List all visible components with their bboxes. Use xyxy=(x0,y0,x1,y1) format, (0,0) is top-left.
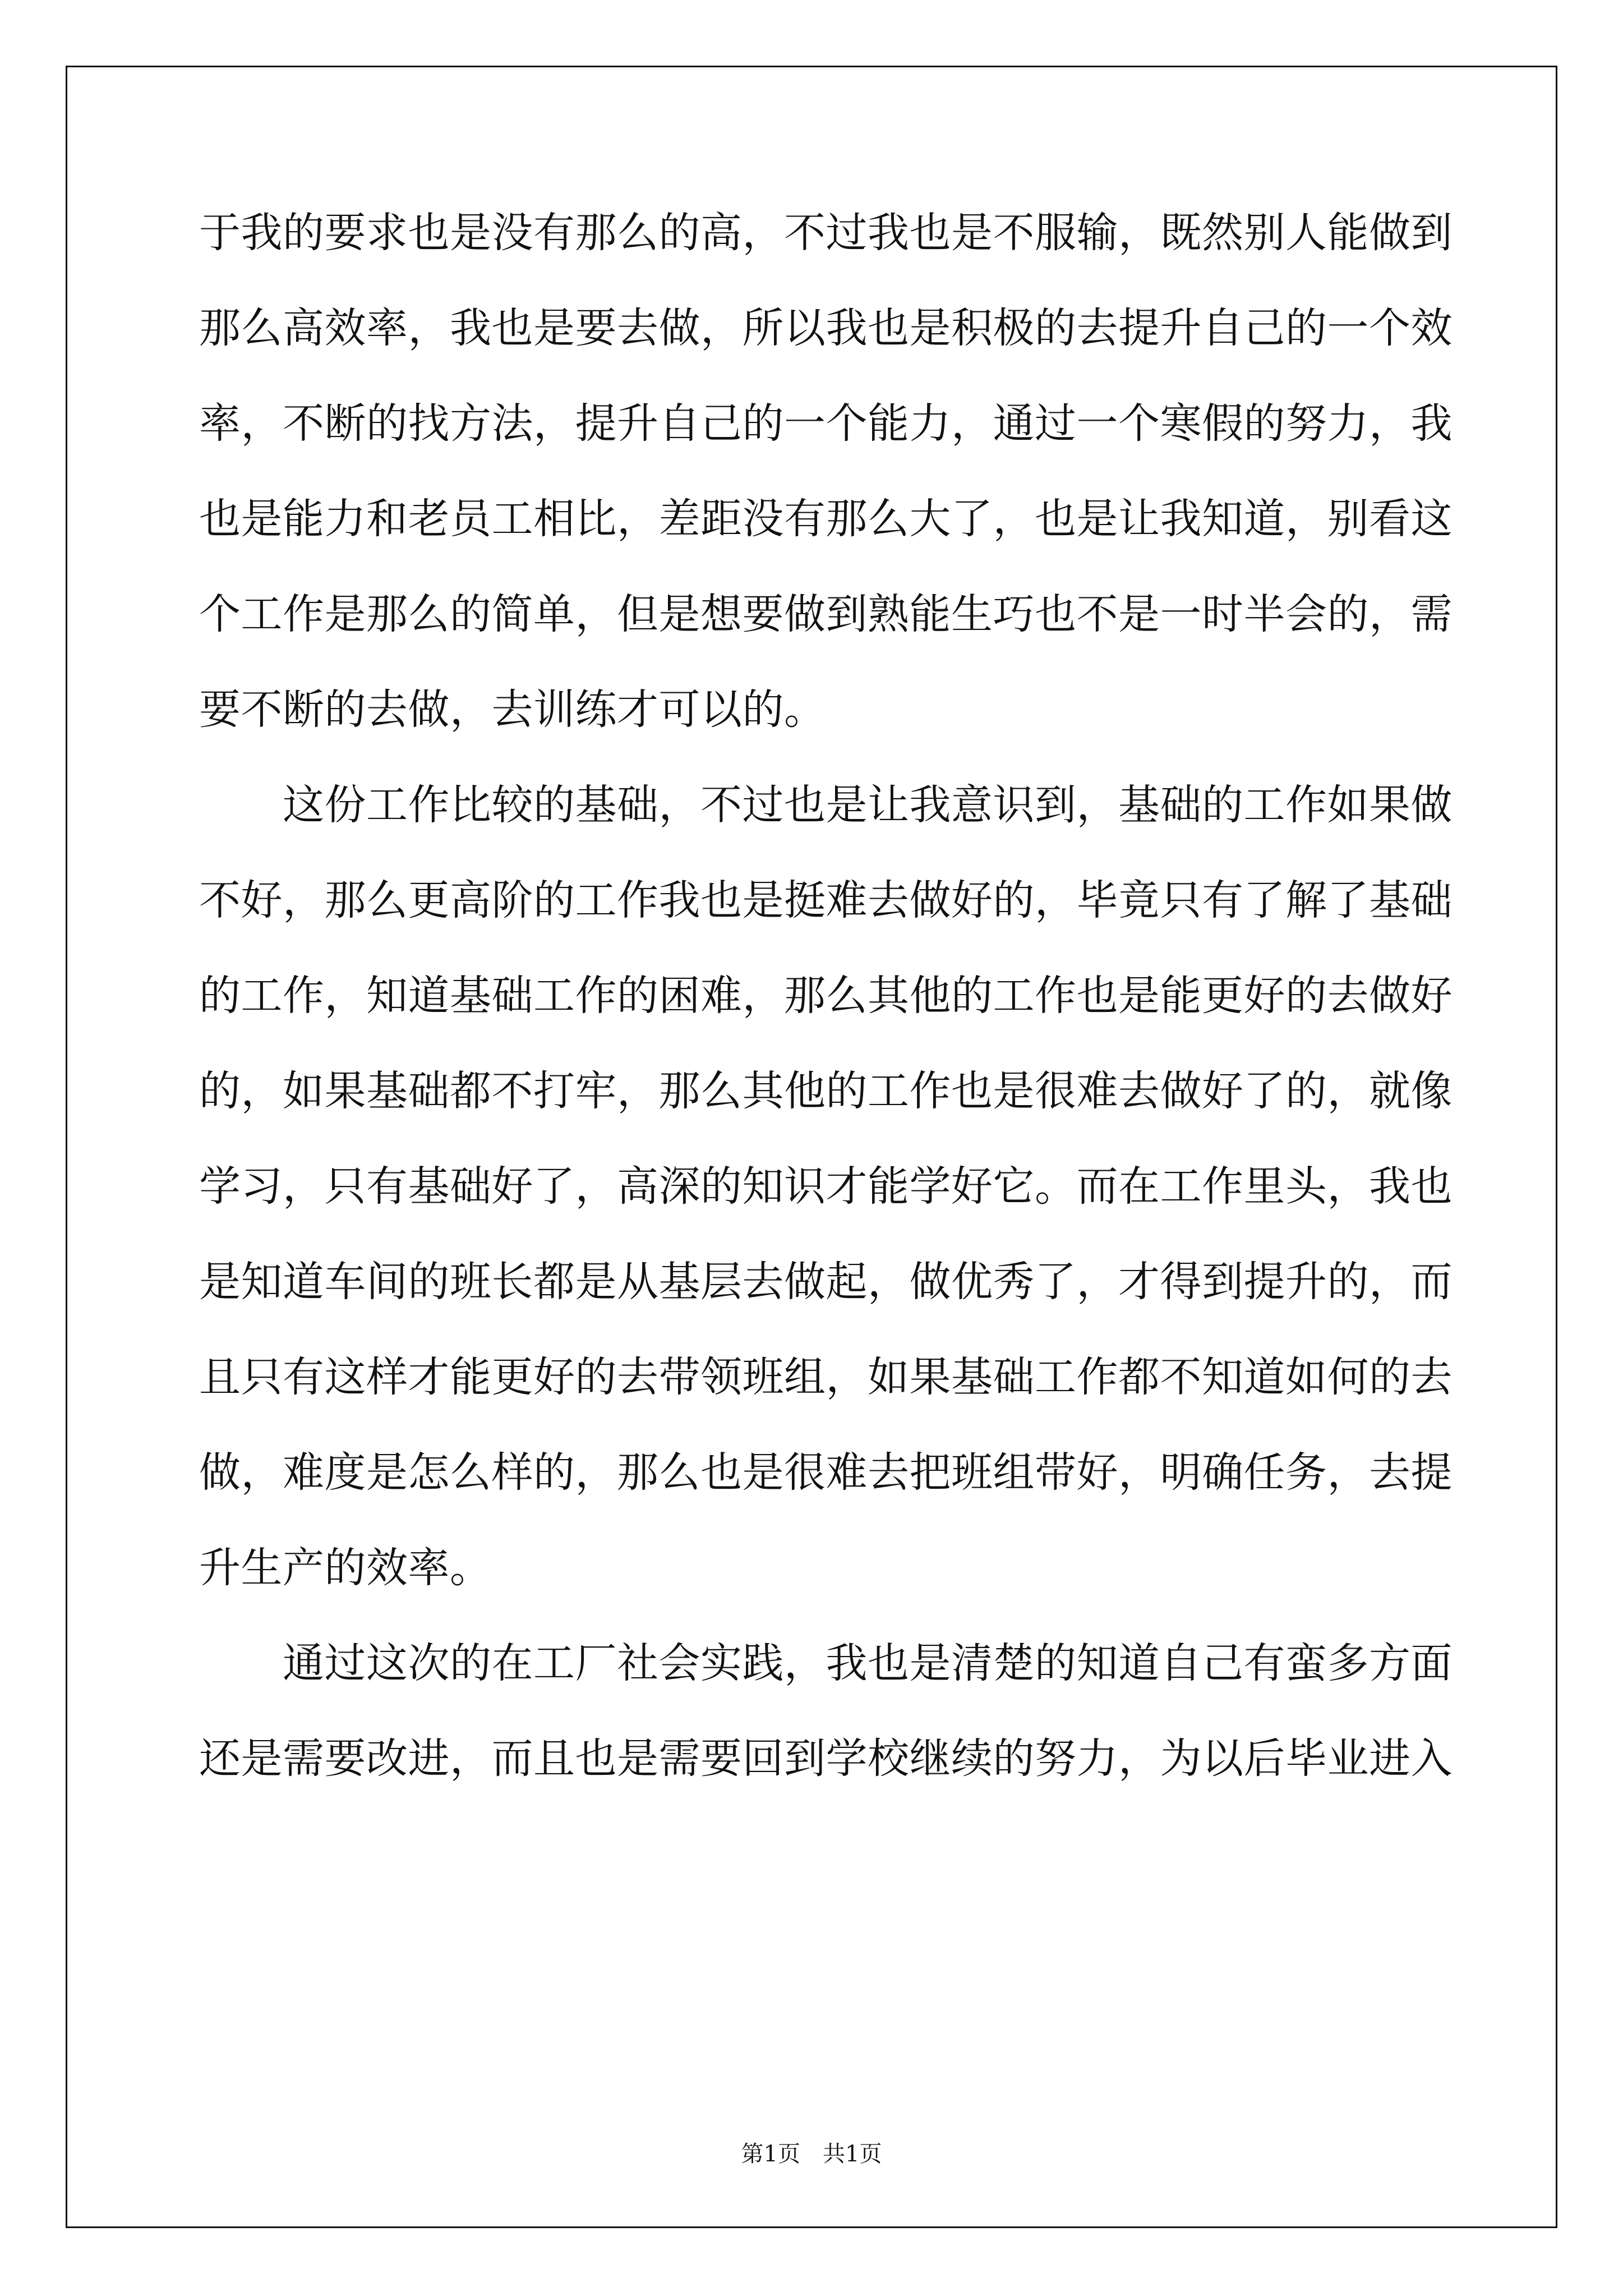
text-line: 是知道车间的班长都是从基层去做起，做优秀了，才得到提升的，而 xyxy=(199,1258,1453,1306)
text-line: 也是能力和老员工相比，差距没有那么大了，也是让我知道，别看这 xyxy=(199,495,1453,543)
text-line: 于我的要求也是没有那么的高，不过我也是不服输，既然别人能做到 xyxy=(199,209,1453,257)
text-line: 率，不断的找方法，提升自己的一个能力，通过一个寒假的努力，我 xyxy=(199,399,1453,448)
page-border xyxy=(66,66,1557,2228)
page-number-footer: 第1页 共1页 xyxy=(741,2141,882,2167)
text-line: 那么高效率，我也是要去做，所以我也是积极的去提升自己的一个效 xyxy=(199,304,1453,352)
text-line: 通过这次的在工厂社会实践，我也是清楚的知道自己有蛮多方面 xyxy=(199,1639,1453,1687)
text-line: 这份工作比较的基础，不过也是让我意识到，基础的工作如果做 xyxy=(199,781,1453,829)
text-line: 还是需要改进，而且也是需要回到学校继续的努力，为以后毕业进入 xyxy=(199,1734,1453,1783)
text-line: 的工作，知道基础工作的困难，那么其他的工作也是能更好的去做好 xyxy=(199,972,1453,1020)
text-line: 且只有这样才能更好的去带领班组，如果基础工作都不知道如何的去 xyxy=(199,1353,1453,1401)
text-line: 升生产的效率。 xyxy=(199,1544,492,1592)
text-line: 个工作是那么的简单，但是想要做到熟能生巧也不是一时半会的，需 xyxy=(199,590,1453,638)
text-line: 学习，只有基础好了，高深的知识才能学好它。而在工作里头，我也 xyxy=(199,1162,1453,1211)
text-line: 做，难度是怎么样的，那么也是很难去把班组带好，明确任务，去提 xyxy=(199,1448,1453,1497)
text-line: 要不断的去做，去训练才可以的。 xyxy=(199,685,826,734)
text-line: 不好，那么更高阶的工作我也是挺难去做好的，毕竟只有了解了基础 xyxy=(199,876,1453,924)
text-line: 的，如果基础都不打牢，那么其他的工作也是很难去做好了的，就像 xyxy=(199,1067,1453,1115)
